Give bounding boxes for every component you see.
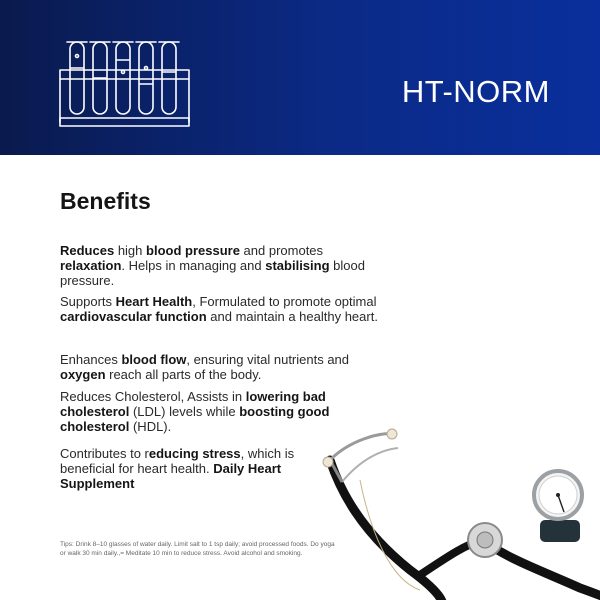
- page-title: Benefits: [60, 188, 151, 214]
- benefit-paragraph: [60, 352, 390, 382]
- benefit-paragraph: [60, 294, 390, 324]
- paragraph-text-run: educing stress: [148, 446, 241, 461]
- paragraph-text-run: blood flow: [121, 352, 187, 367]
- paragraph-text-run: . Helps in managing and: [121, 258, 266, 273]
- paragraph-text-run: Reduces: [60, 243, 115, 258]
- paragraph-text-run: blood pressure.: [60, 258, 365, 288]
- paragraph-text-run: reach all parts of the body.: [105, 367, 262, 382]
- tips-text: Tips: Drink 8–10 glasses of water daily. Limit salt to 1 tsp daily; avoid processed foods. Do yoga or walk 30 min daily.,= Meditate 10 min to reduce stress. Avoid alcohol and smoking.: [60, 541, 335, 557]
- test-tube-rack-icon: [58, 38, 193, 130]
- paragraph-text-run: relaxation: [60, 258, 122, 273]
- paragraph-text-run: cardiovascular function: [60, 309, 207, 324]
- benefit-paragraph: [60, 243, 390, 288]
- paragraph-text-run: , ensuring vital nutrients and: [186, 352, 350, 367]
- benefit-paragraph: [60, 446, 310, 491]
- brand-name: HT-NORM: [401, 74, 550, 109]
- paragraph-text-run: Supports: [60, 294, 116, 309]
- paragraph-text-run: blood pressure: [146, 243, 240, 258]
- paragraph-text-run: Enhances: [60, 352, 122, 367]
- stethoscope-image: [300, 420, 600, 600]
- paragraph-text-run: Heart Health: [115, 294, 193, 309]
- paragraph-text-run: Contributes to r: [60, 446, 149, 461]
- header-banner: [0, 0, 600, 155]
- paragraph-text-run: (LDL) levels while: [129, 404, 240, 419]
- paragraph-text-run: (HDL).: [129, 419, 172, 434]
- blood-pressure-gauge: [534, 471, 582, 542]
- paragraph-text-run: high: [114, 243, 147, 258]
- paragraph-text-run: , which is beneficial for heart health.: [60, 446, 295, 476]
- paragraph-text-run: Reduces Cholesterol, Assists in: [60, 389, 246, 404]
- paragraph-text-run: lowering bad cholesterol: [60, 389, 326, 419]
- paragraph-text-run: and promotes: [239, 243, 324, 258]
- paragraph-text-run: stabilising: [265, 258, 330, 273]
- paragraph-text-run: oxygen: [60, 367, 106, 382]
- paragraph-text-run: boosting good cholesterol: [60, 404, 330, 434]
- benefits-section: [60, 188, 390, 245]
- paragraph-text-run: , Formulated to promote optimal: [192, 294, 377, 309]
- paragraph-text-run: and maintain a healthy heart.: [206, 309, 378, 324]
- paragraph-text-run: Daily Heart Supplement: [60, 461, 282, 491]
